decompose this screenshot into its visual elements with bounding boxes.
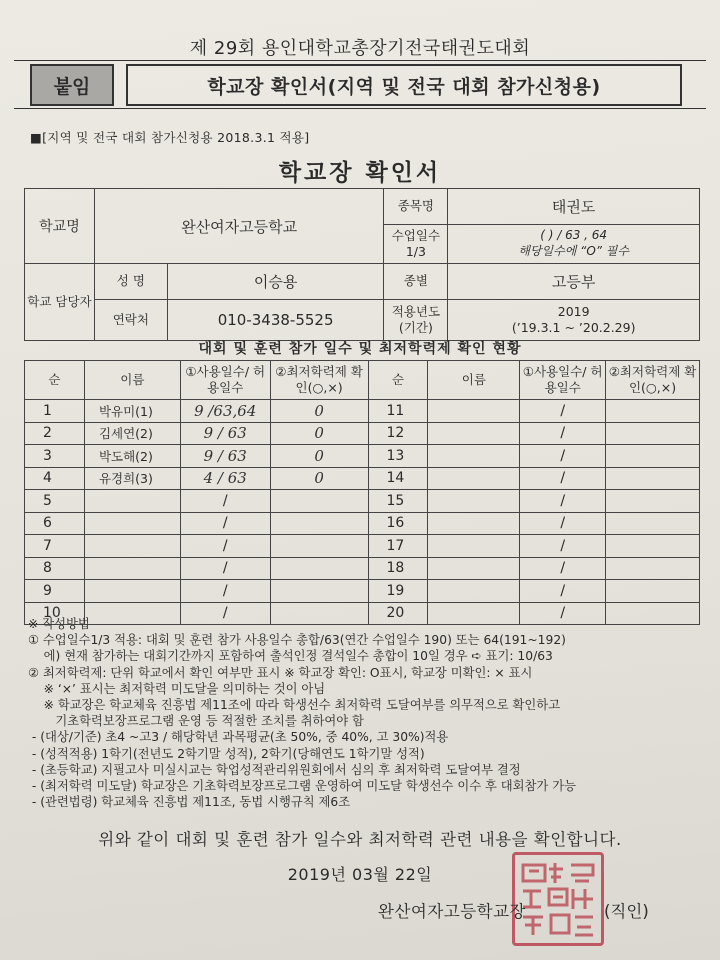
cell-days-value: 4 / 63 — [203, 469, 247, 488]
instruction-line: - (관련법령) 학교체육 진흥법 제11조, 동법 시행규칙 제6조 — [28, 795, 351, 810]
cell-days — [520, 400, 606, 423]
table-row — [25, 512, 700, 535]
cell-academic — [270, 512, 368, 535]
header-name: 이름 — [428, 361, 520, 400]
cell-academic-value: 0 — [314, 446, 324, 465]
cell-no — [368, 557, 428, 580]
contact-label: 연락처 — [94, 300, 167, 341]
cell-days — [180, 512, 270, 535]
table-row — [25, 445, 700, 468]
cell-name — [84, 557, 180, 580]
table-row — [25, 490, 700, 513]
participation-table — [24, 360, 700, 625]
cell-no — [25, 400, 85, 423]
info-table — [24, 188, 700, 341]
cell-no — [368, 580, 428, 603]
usage-note: ■[지역 및 전국 대회 참가신청용 2018.3.1 적용] — [30, 130, 310, 145]
cell-no-value: 13 — [386, 447, 405, 464]
cell-days-value: / — [560, 605, 566, 622]
cell-no-value: 14 — [386, 470, 405, 487]
divider — [14, 60, 706, 61]
cell-days — [180, 535, 270, 558]
sport-label: 종목명 — [384, 189, 448, 225]
cell-academic — [606, 422, 700, 445]
cell-days — [520, 580, 606, 603]
cell-days-value: / — [560, 582, 566, 599]
cell-no — [25, 467, 85, 490]
cell-name — [428, 535, 520, 558]
class-days-value: ( ) / 63 , 64 — [540, 228, 608, 243]
cell-days — [520, 557, 606, 580]
instruction-line: 에) 현재 참가하는 대회기간까지 포함하여 출석인정 결석일수 총합이 10일 경우 ➪ 표기: 10/63 — [28, 649, 553, 664]
cell-days-value: / — [560, 470, 566, 487]
table-body — [25, 400, 700, 625]
instruction-line: 기초학력보장프로그램 운영 등 적절한 조치를 취하여야 함 — [28, 714, 364, 729]
cell-no-value: 6 — [43, 515, 52, 532]
instruction-line: - (대상/기준) 초4 ~고3 / 해당학년 과목평균(초 50%, 중 40%, 고 30%)적용 — [28, 730, 449, 745]
cell-no-value: 11 — [386, 402, 405, 419]
cell-academic — [270, 467, 368, 490]
seal-pattern-icon — [515, 855, 601, 943]
seal-label: (직인) — [604, 902, 649, 921]
table-row — [25, 580, 700, 603]
cell-academic — [270, 422, 368, 445]
cell-no-value: 16 — [386, 515, 405, 532]
cell-no — [25, 445, 85, 468]
instruction-line: - (초등학교) 지필고사 미실시교는 학업성적관리위원회에서 심의 후 최저학력 도달여부 결정 — [28, 762, 521, 777]
table-header-row — [25, 361, 700, 400]
cell-academic — [606, 535, 700, 558]
cell-days-value: / — [560, 447, 566, 464]
document-heading: 학교장 확인서(지역 및 전국 대회 참가신청용) — [126, 64, 682, 106]
issue-date: 2019년 03월 22일 — [287, 865, 433, 884]
cell-days — [180, 580, 270, 603]
cell-no-value: 4 — [43, 470, 52, 487]
contact: 010-3438-5525 — [167, 300, 384, 341]
form-title: 학교장 확인서 — [278, 160, 442, 186]
cell-academic — [270, 400, 368, 423]
cell-no-value: 12 — [386, 425, 405, 442]
cell-name — [84, 445, 180, 468]
cell-name — [84, 535, 180, 558]
school-name: 완산여자고등학교 — [94, 189, 384, 264]
cell-academic — [606, 580, 700, 603]
cell-days — [180, 400, 270, 423]
cell-days — [180, 467, 270, 490]
cell-no — [25, 557, 85, 580]
cell-academic — [606, 445, 700, 468]
cell-days-value: / — [560, 402, 566, 419]
cell-name — [84, 400, 180, 423]
instruction-line: ※ ‘×’ 표시는 최저학력 미도달을 의미하는 것이 아님 — [28, 681, 326, 696]
cell-name — [84, 422, 180, 445]
cell-name-value: 김세연(2) — [98, 426, 153, 442]
header-no: 순 — [368, 361, 428, 400]
cell-no — [25, 490, 85, 513]
cell-academic — [606, 490, 700, 513]
cell-name — [84, 580, 180, 603]
instruction-line: ① 수업일수1/3 적용: 대회 및 훈련 참가 사용일수 총합/63(연간 수업일수 190) 또는 64(191~192) — [28, 633, 566, 648]
cell-days — [520, 445, 606, 468]
cell-name-value: 박도해(2) — [98, 448, 153, 464]
teacher-name: 이승용 — [167, 264, 384, 300]
cell-no — [368, 400, 428, 423]
class-days-note: 해당일수에 “O” 필수 — [518, 244, 629, 258]
instruction-line: ※ 학교장은 학교체육 진흥법 제11조에 따라 학생선수 최저학력 도달여부를 의무적으로 확인하고 — [28, 698, 561, 713]
cell-name — [428, 557, 520, 580]
cell-name — [428, 400, 520, 423]
cell-academic — [270, 535, 368, 558]
table-row — [25, 422, 700, 445]
cell-days-value: 9 / 63 — [203, 446, 247, 465]
cell-name — [84, 512, 180, 535]
cell-days-value: / — [222, 537, 228, 554]
cell-days-value: / — [560, 515, 566, 532]
cell-name-value: 박유미(1) — [98, 403, 153, 419]
name-label: 성 명 — [94, 264, 167, 300]
cell-days-value: / — [222, 605, 228, 622]
sport: 태권도 — [448, 189, 700, 225]
cell-no-value: 5 — [43, 492, 52, 509]
cell-academic — [606, 512, 700, 535]
cell-days-value: / — [222, 515, 228, 532]
cell-days — [180, 445, 270, 468]
cell-no-value: 15 — [386, 492, 405, 509]
header-academic: ②최저학력제 확인(○,×) — [270, 361, 368, 400]
event-title: 제 29회 용인대학교총장기전국태권도대회 — [189, 38, 531, 59]
cell-name — [428, 580, 520, 603]
cell-academic — [606, 400, 700, 423]
cell-no-value: 10 — [43, 605, 61, 622]
cell-no — [25, 512, 85, 535]
cell-name — [428, 512, 520, 535]
period: (’19.3.1 ~ ’20.2.29) — [511, 320, 636, 335]
cell-no-value: 17 — [386, 537, 405, 554]
header-days: ①사용일수/ 허용일수 — [180, 361, 270, 400]
cell-academic-value: 0 — [314, 424, 324, 443]
cell-no-value: 8 — [43, 560, 52, 577]
cell-no — [368, 467, 428, 490]
cell-days-value: / — [222, 582, 228, 599]
year: 2019 — [557, 303, 590, 319]
cell-days-value: / — [560, 492, 566, 509]
instructions — [28, 616, 698, 810]
cell-name — [428, 490, 520, 513]
class-days-label: 수업일수 1/3 — [384, 225, 448, 264]
cell-days — [180, 422, 270, 445]
cell-name — [84, 467, 180, 490]
header-name: 이름 — [84, 361, 180, 400]
table-row — [25, 557, 700, 580]
cell-days-value: / — [222, 492, 228, 509]
cell-days — [520, 422, 606, 445]
instruction-line: ② 최저학력제: 단위 학교에서 확인 여부만 표시 ※ 학교장 확인: O표시, 학교장 미확인: × 표시 — [28, 665, 533, 680]
cell-days-value: / — [560, 537, 566, 554]
cell-name — [428, 445, 520, 468]
cell-days-value: / — [560, 425, 566, 442]
cell-days — [520, 467, 606, 490]
cell-name — [428, 467, 520, 490]
cell-days-value: 9 /63,64 — [194, 401, 257, 420]
cell-no-value: 7 — [43, 537, 52, 554]
cell-days — [520, 535, 606, 558]
header-academic: ②최저학력제 확인(○,×) — [606, 361, 700, 400]
cell-name-value: 유경희(3) — [98, 471, 153, 487]
cell-days — [520, 490, 606, 513]
table-row — [25, 400, 700, 423]
cell-no-value: 3 — [43, 447, 52, 464]
table-row — [25, 535, 700, 558]
attachment-label: 붙임 — [30, 64, 114, 106]
cell-no-value: 20 — [386, 605, 405, 622]
class-days-cell — [448, 225, 700, 264]
cell-no-value: 2 — [43, 425, 52, 442]
cell-name — [428, 422, 520, 445]
cell-no — [368, 535, 428, 558]
header-days: ①사용일수/ 허용일수 — [520, 361, 606, 400]
cell-days — [180, 490, 270, 513]
cell-days-value: / — [222, 560, 228, 577]
division-label: 종별 — [384, 264, 448, 300]
header-no: 순 — [25, 361, 85, 400]
cell-no-value: 1 — [43, 402, 52, 419]
year-cell — [448, 300, 700, 341]
teacher-label: 학교 담당자 — [25, 264, 95, 341]
cell-no — [25, 580, 85, 603]
table-row — [25, 467, 700, 490]
cell-academic — [270, 490, 368, 513]
cell-no-value: 18 — [386, 560, 405, 577]
cell-academic-value: 0 — [314, 469, 324, 488]
cell-academic — [270, 580, 368, 603]
school-name-label: 학교명 — [25, 189, 95, 264]
instruction-line: ※ 작성방법 — [28, 617, 90, 631]
confirmation-statement: 위와 같이 대회 및 훈련 참가 일수와 최저학력 관련 내용을 확인합니다. — [98, 830, 622, 849]
cell-no — [25, 422, 85, 445]
cell-no — [368, 512, 428, 535]
cell-academic — [606, 557, 700, 580]
cell-no — [368, 445, 428, 468]
status-title: 대회 및 훈련 참가 일수 및 최저학력제 확인 현황 — [198, 341, 522, 357]
cell-no — [368, 490, 428, 513]
cell-no — [368, 422, 428, 445]
cell-days — [520, 512, 606, 535]
division: 고등부 — [448, 264, 700, 300]
year-label: 적용년도 (기간) — [384, 300, 448, 341]
cell-academic — [606, 467, 700, 490]
cell-academic-value: 0 — [314, 401, 324, 420]
cell-no-value: 9 — [43, 582, 52, 599]
divider — [14, 108, 706, 109]
cell-days — [180, 557, 270, 580]
cell-academic — [270, 557, 368, 580]
cell-academic — [270, 445, 368, 468]
cell-days-value: / — [560, 560, 566, 577]
instruction-line: - (최저학력 미도달) 학교장은 기초학력보장프로그램 운영하여 미도달 학생선수 이수 후 대회참가 가능 — [28, 779, 576, 794]
cell-no-value: 19 — [386, 582, 405, 599]
signer: 완산여자고등학교장 — [378, 902, 526, 921]
cell-name — [84, 490, 180, 513]
instruction-line: - (성적적용) 1학기(전년도 2학기말 성적), 2학기(당해연도 1학기말 성적) — [28, 746, 425, 761]
cell-days-value: 9 / 63 — [203, 424, 247, 443]
cell-no — [25, 535, 85, 558]
